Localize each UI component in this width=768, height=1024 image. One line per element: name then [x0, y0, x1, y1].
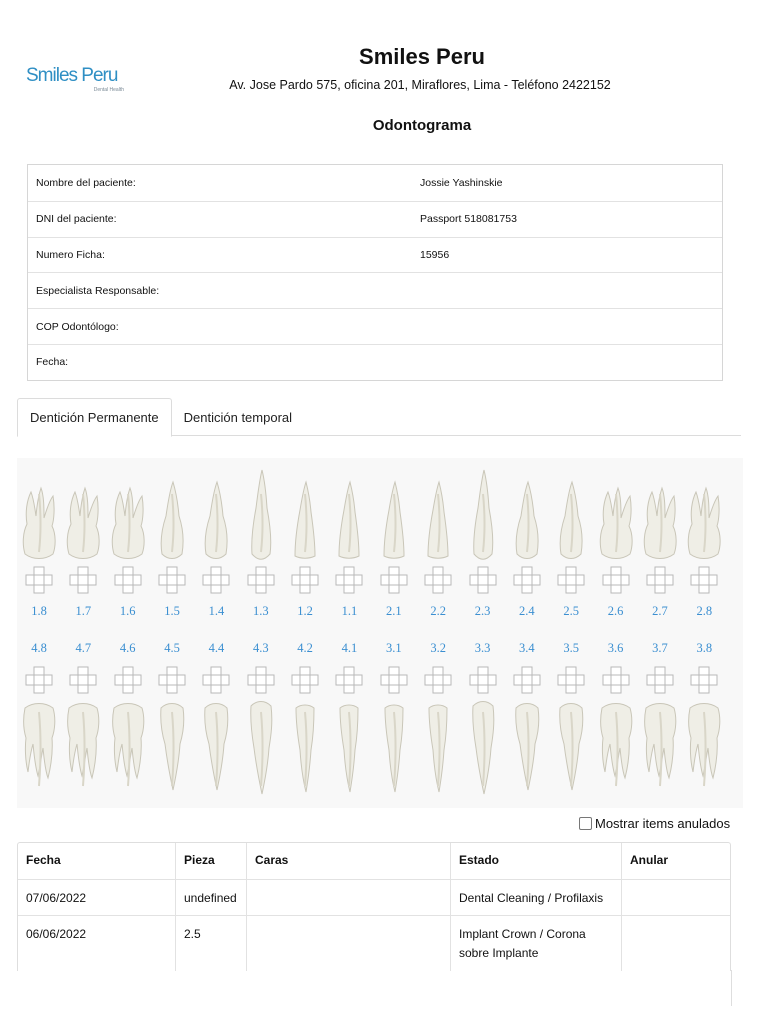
- tab-permanent-dentition[interactable]: Dentición Permanente: [17, 398, 172, 437]
- tooth-1-2[interactable]: [285, 464, 325, 564]
- record-date: 07/06/2022: [26, 891, 87, 905]
- patient-info-table: [27, 164, 723, 381]
- tooth-1-6[interactable]: [108, 464, 148, 564]
- tooth-faces-2-5[interactable]: [557, 566, 585, 594]
- tooth-number: 4.1: [341, 641, 358, 655]
- record-status: Implant Crown / Corona sobre Implante: [450, 916, 621, 971]
- tooth-faces-1-6[interactable]: [114, 566, 142, 594]
- tooth-4-6[interactable]: [108, 700, 148, 800]
- tooth-3-6[interactable]: [596, 700, 636, 800]
- tooth-faces-4-5[interactable]: [158, 666, 186, 694]
- page-title: Odontograma: [372, 117, 472, 134]
- tooth-4-7[interactable]: [63, 700, 103, 800]
- tooth-faces-4-2[interactable]: [291, 666, 319, 694]
- tooth-number: 4.3: [252, 641, 269, 655]
- tooth-faces-4-3[interactable]: [247, 666, 275, 694]
- tooth-number: 3.2: [430, 641, 446, 655]
- tooth-number: 3.6: [607, 641, 624, 655]
- tooth-number: 4.4: [208, 641, 225, 655]
- record-date: 06/06/2022: [26, 927, 87, 941]
- tooth-number: 1.4: [208, 604, 225, 618]
- tooth-4-1[interactable]: [329, 700, 369, 800]
- clinic-address: Av. Jose Pardo 575, oficina 201, Miraflores, Lima - Teléfono 2422152: [229, 78, 611, 92]
- tooth-number: 2.7: [652, 604, 668, 618]
- tooth-faces-3-8[interactable]: [690, 666, 718, 694]
- tooth-faces-3-3[interactable]: [469, 666, 497, 694]
- tooth-faces-1-5[interactable]: [158, 566, 186, 594]
- tab-temporary-dentition[interactable]: Dentición temporal: [183, 409, 293, 425]
- column-header-annul: Anular: [621, 843, 730, 879]
- tooth-faces-4-4[interactable]: [202, 666, 230, 694]
- tooth-number: 1.2: [297, 604, 313, 618]
- show-annulled-checkbox[interactable]: [579, 817, 592, 830]
- tooth-faces-3-1[interactable]: [380, 666, 408, 694]
- odontogram-chart: [17, 458, 743, 808]
- tooth-faces-1-7[interactable]: [69, 566, 97, 594]
- tooth-faces-1-2[interactable]: [291, 566, 319, 594]
- tooth-3-5[interactable]: [551, 700, 591, 800]
- tooth-faces-1-8[interactable]: [25, 566, 53, 594]
- tooth-3-8[interactable]: [684, 700, 724, 800]
- tooth-2-4[interactable]: [507, 464, 547, 564]
- info-label: Numero Ficha:: [36, 248, 105, 261]
- record-faces: [246, 880, 450, 915]
- info-label: Fecha:: [36, 356, 69, 369]
- tooth-faces-2-8[interactable]: [690, 566, 718, 594]
- tooth-1-4[interactable]: [196, 464, 236, 564]
- tooth-number: 1.3: [252, 604, 269, 618]
- info-row-file-number: [28, 237, 722, 273]
- tooth-number: 2.1: [385, 604, 402, 618]
- tooth-faces-2-3[interactable]: [469, 566, 497, 594]
- tooth-faces-2-6[interactable]: [602, 566, 630, 594]
- tooth-number: 1.7: [75, 604, 92, 618]
- tooth-number: 1.1: [341, 604, 358, 618]
- tooth-faces-3-6[interactable]: [602, 666, 630, 694]
- tooth-faces-2-2[interactable]: [424, 566, 452, 594]
- info-row-dni: [28, 201, 722, 237]
- tooth-number: 2.5: [563, 604, 579, 618]
- tooth-1-7[interactable]: [63, 464, 103, 564]
- tooth-faces-4-8[interactable]: [25, 666, 53, 694]
- tooth-faces-3-4[interactable]: [513, 666, 541, 694]
- tooth-faces-2-7[interactable]: [646, 566, 674, 594]
- clinic-title: Smiles Peru: [359, 44, 485, 69]
- tooth-number: 2.3: [474, 604, 491, 618]
- record-faces: [246, 916, 450, 971]
- tooth-number: 4.6: [119, 641, 136, 655]
- info-value: Jossie Yashinskie: [420, 176, 503, 189]
- tooth-faces-1-4[interactable]: [202, 566, 230, 594]
- info-value: Passport 518081753: [420, 213, 517, 226]
- info-value: 15956: [420, 248, 450, 261]
- info-label: DNI del paciente:: [36, 213, 117, 226]
- tooth-number: 2.8: [696, 604, 713, 618]
- tooth-number: 3.7: [652, 641, 668, 655]
- tooth-3-2[interactable]: [418, 700, 458, 800]
- tooth-4-4[interactable]: [196, 700, 236, 800]
- tooth-2-5[interactable]: [551, 464, 591, 564]
- tooth-2-8[interactable]: [684, 464, 724, 564]
- info-row-cop: [28, 308, 722, 344]
- tooth-3-1[interactable]: [374, 700, 414, 800]
- info-row-name: [28, 165, 722, 201]
- lower-tooth-numbers: [17, 641, 743, 657]
- upper-tooth-numbers: [17, 604, 743, 620]
- column-header-faces: Caras: [246, 843, 450, 879]
- tooth-number: 4.7: [75, 641, 92, 655]
- tooth-4-8[interactable]: [19, 700, 59, 800]
- tooth-number: 4.2: [297, 641, 313, 655]
- column-header-tooth: Pieza: [175, 843, 246, 879]
- tooth-number: 1.5: [164, 604, 180, 618]
- tooth-number: 1.6: [119, 604, 136, 618]
- tooth-number: 3.1: [385, 641, 402, 655]
- table-row: [18, 879, 730, 915]
- info-label: Especialista Responsable:: [36, 284, 160, 297]
- tooth-1-5[interactable]: [152, 464, 192, 564]
- tooth-4-5[interactable]: [152, 700, 192, 800]
- record-tooth: undefined: [175, 880, 246, 915]
- tooth-number: 3.4: [519, 641, 535, 655]
- record-tooth: 2.5: [175, 916, 246, 971]
- tooth-4-2[interactable]: [285, 700, 325, 800]
- show-annulled-label: Mostrar items anulados: [595, 816, 731, 831]
- tooth-2-1[interactable]: [374, 464, 414, 564]
- upper-teeth-row: [17, 464, 743, 564]
- tooth-2-3[interactable]: [463, 464, 503, 564]
- dentition-tabs: [17, 398, 741, 436]
- tooth-faces-3-5[interactable]: [557, 666, 585, 694]
- record-status: Dental Cleaning / Profilaxis: [450, 880, 621, 915]
- tooth-3-4[interactable]: [507, 700, 547, 800]
- tooth-number: 2.2: [430, 604, 446, 618]
- tooth-faces-4-1[interactable]: [335, 666, 363, 694]
- tooth-faces-3-2[interactable]: [424, 666, 452, 694]
- tooth-faces-1-1[interactable]: [335, 566, 363, 594]
- tooth-faces-1-3[interactable]: [247, 566, 275, 594]
- tooth-faces-3-7[interactable]: [646, 666, 674, 694]
- tooth-1-3[interactable]: [241, 464, 281, 564]
- tooth-3-3[interactable]: [463, 700, 503, 800]
- tooth-faces-2-4[interactable]: [513, 566, 541, 594]
- column-header-status: Estado: [450, 843, 621, 879]
- upper-face-selectors: [17, 566, 743, 594]
- show-annulled-toggle[interactable]: [579, 816, 730, 831]
- tooth-1-8[interactable]: [19, 464, 59, 564]
- logo-subtext: Dental Health: [93, 87, 124, 93]
- tooth-number: 2.6: [607, 604, 624, 618]
- tooth-3-7[interactable]: [640, 700, 680, 800]
- tooth-number: 4.5: [164, 641, 180, 655]
- tooth-number: 2.4: [519, 604, 535, 618]
- tooth-number: 3.3: [474, 641, 491, 655]
- lower-face-selectors: [17, 666, 743, 694]
- tooth-number: 4.8: [31, 641, 47, 655]
- tooth-faces-4-6[interactable]: [114, 666, 142, 694]
- tooth-2-2[interactable]: [418, 464, 458, 564]
- record-annul[interactable]: [621, 916, 730, 971]
- table-row: [18, 915, 730, 971]
- info-label: COP Odontólogo:: [36, 320, 119, 333]
- tooth-number: 1.8: [31, 604, 47, 618]
- tooth-1-1[interactable]: [329, 464, 369, 564]
- tooth-faces-4-7[interactable]: [69, 666, 97, 694]
- info-row-specialist: [28, 272, 722, 308]
- tooth-2-6[interactable]: [596, 464, 636, 564]
- tooth-number: 3.5: [563, 641, 579, 655]
- tooth-number: 3.8: [696, 641, 713, 655]
- tooth-faces-2-1[interactable]: [380, 566, 408, 594]
- table-edge-line: [731, 970, 732, 1006]
- info-label: Nombre del paciente:: [36, 176, 136, 189]
- records-header-row: [18, 843, 730, 879]
- tooth-2-7[interactable]: [640, 464, 680, 564]
- tooth-4-3[interactable]: [241, 700, 281, 800]
- lower-teeth-row: [17, 700, 743, 800]
- records-table: [17, 842, 731, 971]
- column-header-date: Fecha: [26, 853, 61, 867]
- clinic-logo: [26, 66, 136, 93]
- record-annul[interactable]: [621, 880, 730, 915]
- info-row-date: [28, 344, 722, 380]
- logo-text: Smiles Peru: [26, 65, 118, 86]
